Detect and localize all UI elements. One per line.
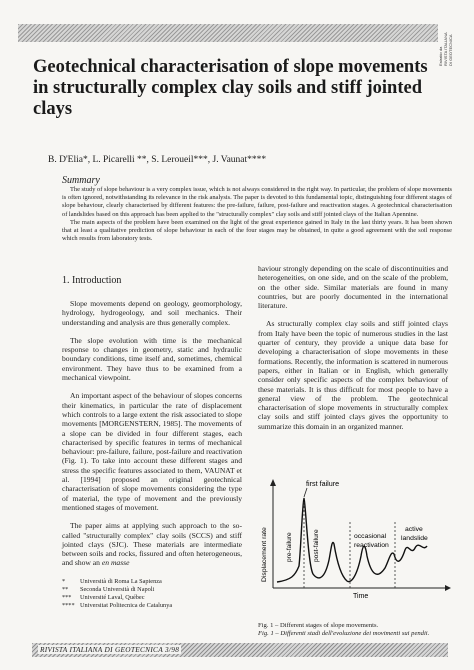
paper-title: Geotechnical characterisation of slope movements in structurally complex clay soils and stiff jointed clays (33, 57, 428, 119)
footnote-text: Universitat Politecnica de Catalunya (80, 602, 173, 609)
first-failure-pointer (304, 488, 307, 497)
body-paragraph (62, 391, 242, 512)
footnote-text: Seconda Università di Napoli (80, 586, 155, 593)
footnote (62, 594, 212, 602)
label-reactivation: reactivation (354, 542, 389, 549)
stamp-line: Estratto da (438, 46, 443, 66)
header-band (18, 24, 438, 42)
footnote-mark: ** (62, 586, 69, 593)
caption-italian: Fig. 1 – Differenti stadi dell'evoluzione dei movimenti sui pendii. (258, 630, 430, 637)
stamp-line: RIVISTA ITALIANA (443, 32, 448, 66)
label-first-failure: first failure (306, 479, 340, 488)
body-paragraph: As structurally complex clay soils and stiff jointed clays from Italy have been the topic of numerous studies in the last quarter of century, they provide a unique data base for developing a characterisation of slope movements in these formations. Recently, the information is scattered in numerous papers, either in Italian or in English, which generally consider only specific aspects of the complex behaviour of these materials. It is thus difficult for most people to have a general view of the problem. The geotechnical characterisation of slope movements in structurally complex clay soils and stiff jointed clays gives the opportunity to summarize this domain in an organized manner. (258, 319, 448, 431)
body-text: VAUNAT et al. [1994] proposed an original geotechnical characterisation of slope movements considering the type of material, the type of movement and the previously mentioned stages of movement. (62, 465, 242, 512)
summary-paragraph: The main aspects of the problem have been examined on the light of the great experience gained in Italy in the last thirty years. It has been shown that at least a qualitative prediction of slope behaviour in each of the four stages may be obtained, in quite a good agreement with the soil response which results from laboratory tests. (62, 218, 452, 243)
body-text: The paper aims at applying such approach to the so-called "structurally complex" clay soils (SCCS) and stiff jointed clays (SJC). These materials are intermediate between soils and rocks, fissured and often heterogeneous, and show an (62, 521, 242, 568)
footnote-mark: *** (62, 594, 72, 601)
column-right (258, 264, 448, 440)
summary-heading: Summary (62, 175, 100, 186)
journal-footer: RIVISTA ITALIANA DI GEOTECNICA 3/98 (40, 645, 180, 654)
figure-caption (258, 622, 458, 638)
caption-english: Fig. 1 – Different stages of slope movements. (258, 622, 379, 629)
footnote (62, 602, 212, 610)
label-post-failure: post-failure (313, 529, 320, 562)
summary-text (62, 186, 452, 243)
body-paragraph (62, 521, 242, 567)
label-landslide: landslide (401, 535, 428, 542)
footnote (62, 578, 212, 586)
footnote (62, 586, 212, 594)
stamp-line: DI GEOTECNICA (448, 34, 453, 66)
summary-paragraph: The study of slope behaviour is a very complex issue, which is not always considered in the right way. In particular, the problem of slope movements is often ignored, notwithstanding its relevance in the risk analysis. The paper is devoted to this fundamental topic, distinguishing four different stages of slope behaviour, clearly characterised by different features: the pre-failure, failure, post-failure and reactivation stages. A geotechnical characterisation of landslides based on this approach has been applied to the "structurally complex" clay soils and stiff jointed clays of the Italian Apennine. (62, 186, 452, 218)
y-axis-arrow (270, 479, 276, 486)
label-time: Time (353, 593, 369, 600)
label-active: active (405, 526, 423, 533)
footnote-text: Università di Roma La Sapienza (80, 578, 162, 585)
x-axis-arrow (445, 585, 451, 591)
label-y-axis: Displacement rate (261, 527, 268, 582)
figure-slope-stages (255, 478, 455, 600)
body-text: An important aspect of the behaviour of slopes concerns their kinematics, in particular the rate of displacement which controls to a large extent the risk associated to slope movements (62, 391, 242, 429)
footer-band (32, 643, 448, 657)
footnote-mark: * (62, 578, 66, 585)
label-occasional: occasional (354, 533, 387, 540)
body-paragraph: Slope movements depend on geology, geomorphology, hydrology, hydrogeology, and soil mechanics. Their understanding and analysis are thus generally complex. (62, 299, 242, 327)
label-pre-failure: pre-failure (286, 532, 293, 562)
body-paragraph: haviour strongly depending on the scale of discontinuities and heterogeneities, on one side, and on the scale of the problem, on the other side. Similar materials are found in many countries, but are poorly documented in the international literature. (258, 264, 448, 311)
column-left (62, 299, 242, 577)
footnote-mark: **** (62, 602, 75, 609)
body-text-italic: en masse (101, 558, 130, 568)
body-paragraph: The slope evolution with time is the mechanical response to changes in geometry, static and hydraulic boundary conditions, time itself and, sometimes, chemical environment. They have thus to be examined from a mechanical viewpoint. (62, 335, 242, 383)
body-text: [MORGENSTERN, 1985]. The movements of a slope can be divided in four different stages, each characterised by specific features in terms of mechanical behaviour: pre-failure, failure, post-failure and reactivation (Fig. 1). To take into account these different stages and stress the specific features associated to them, (62, 419, 242, 475)
author-list: B. D'Elia*, L. Picarelli **, S. Leroueil***, J. Vaunat**** (48, 155, 267, 165)
footnote-text: Université Laval, Québec (80, 594, 145, 601)
section-heading: 1. Introduction (62, 275, 122, 286)
affiliation-footnotes (62, 578, 212, 610)
